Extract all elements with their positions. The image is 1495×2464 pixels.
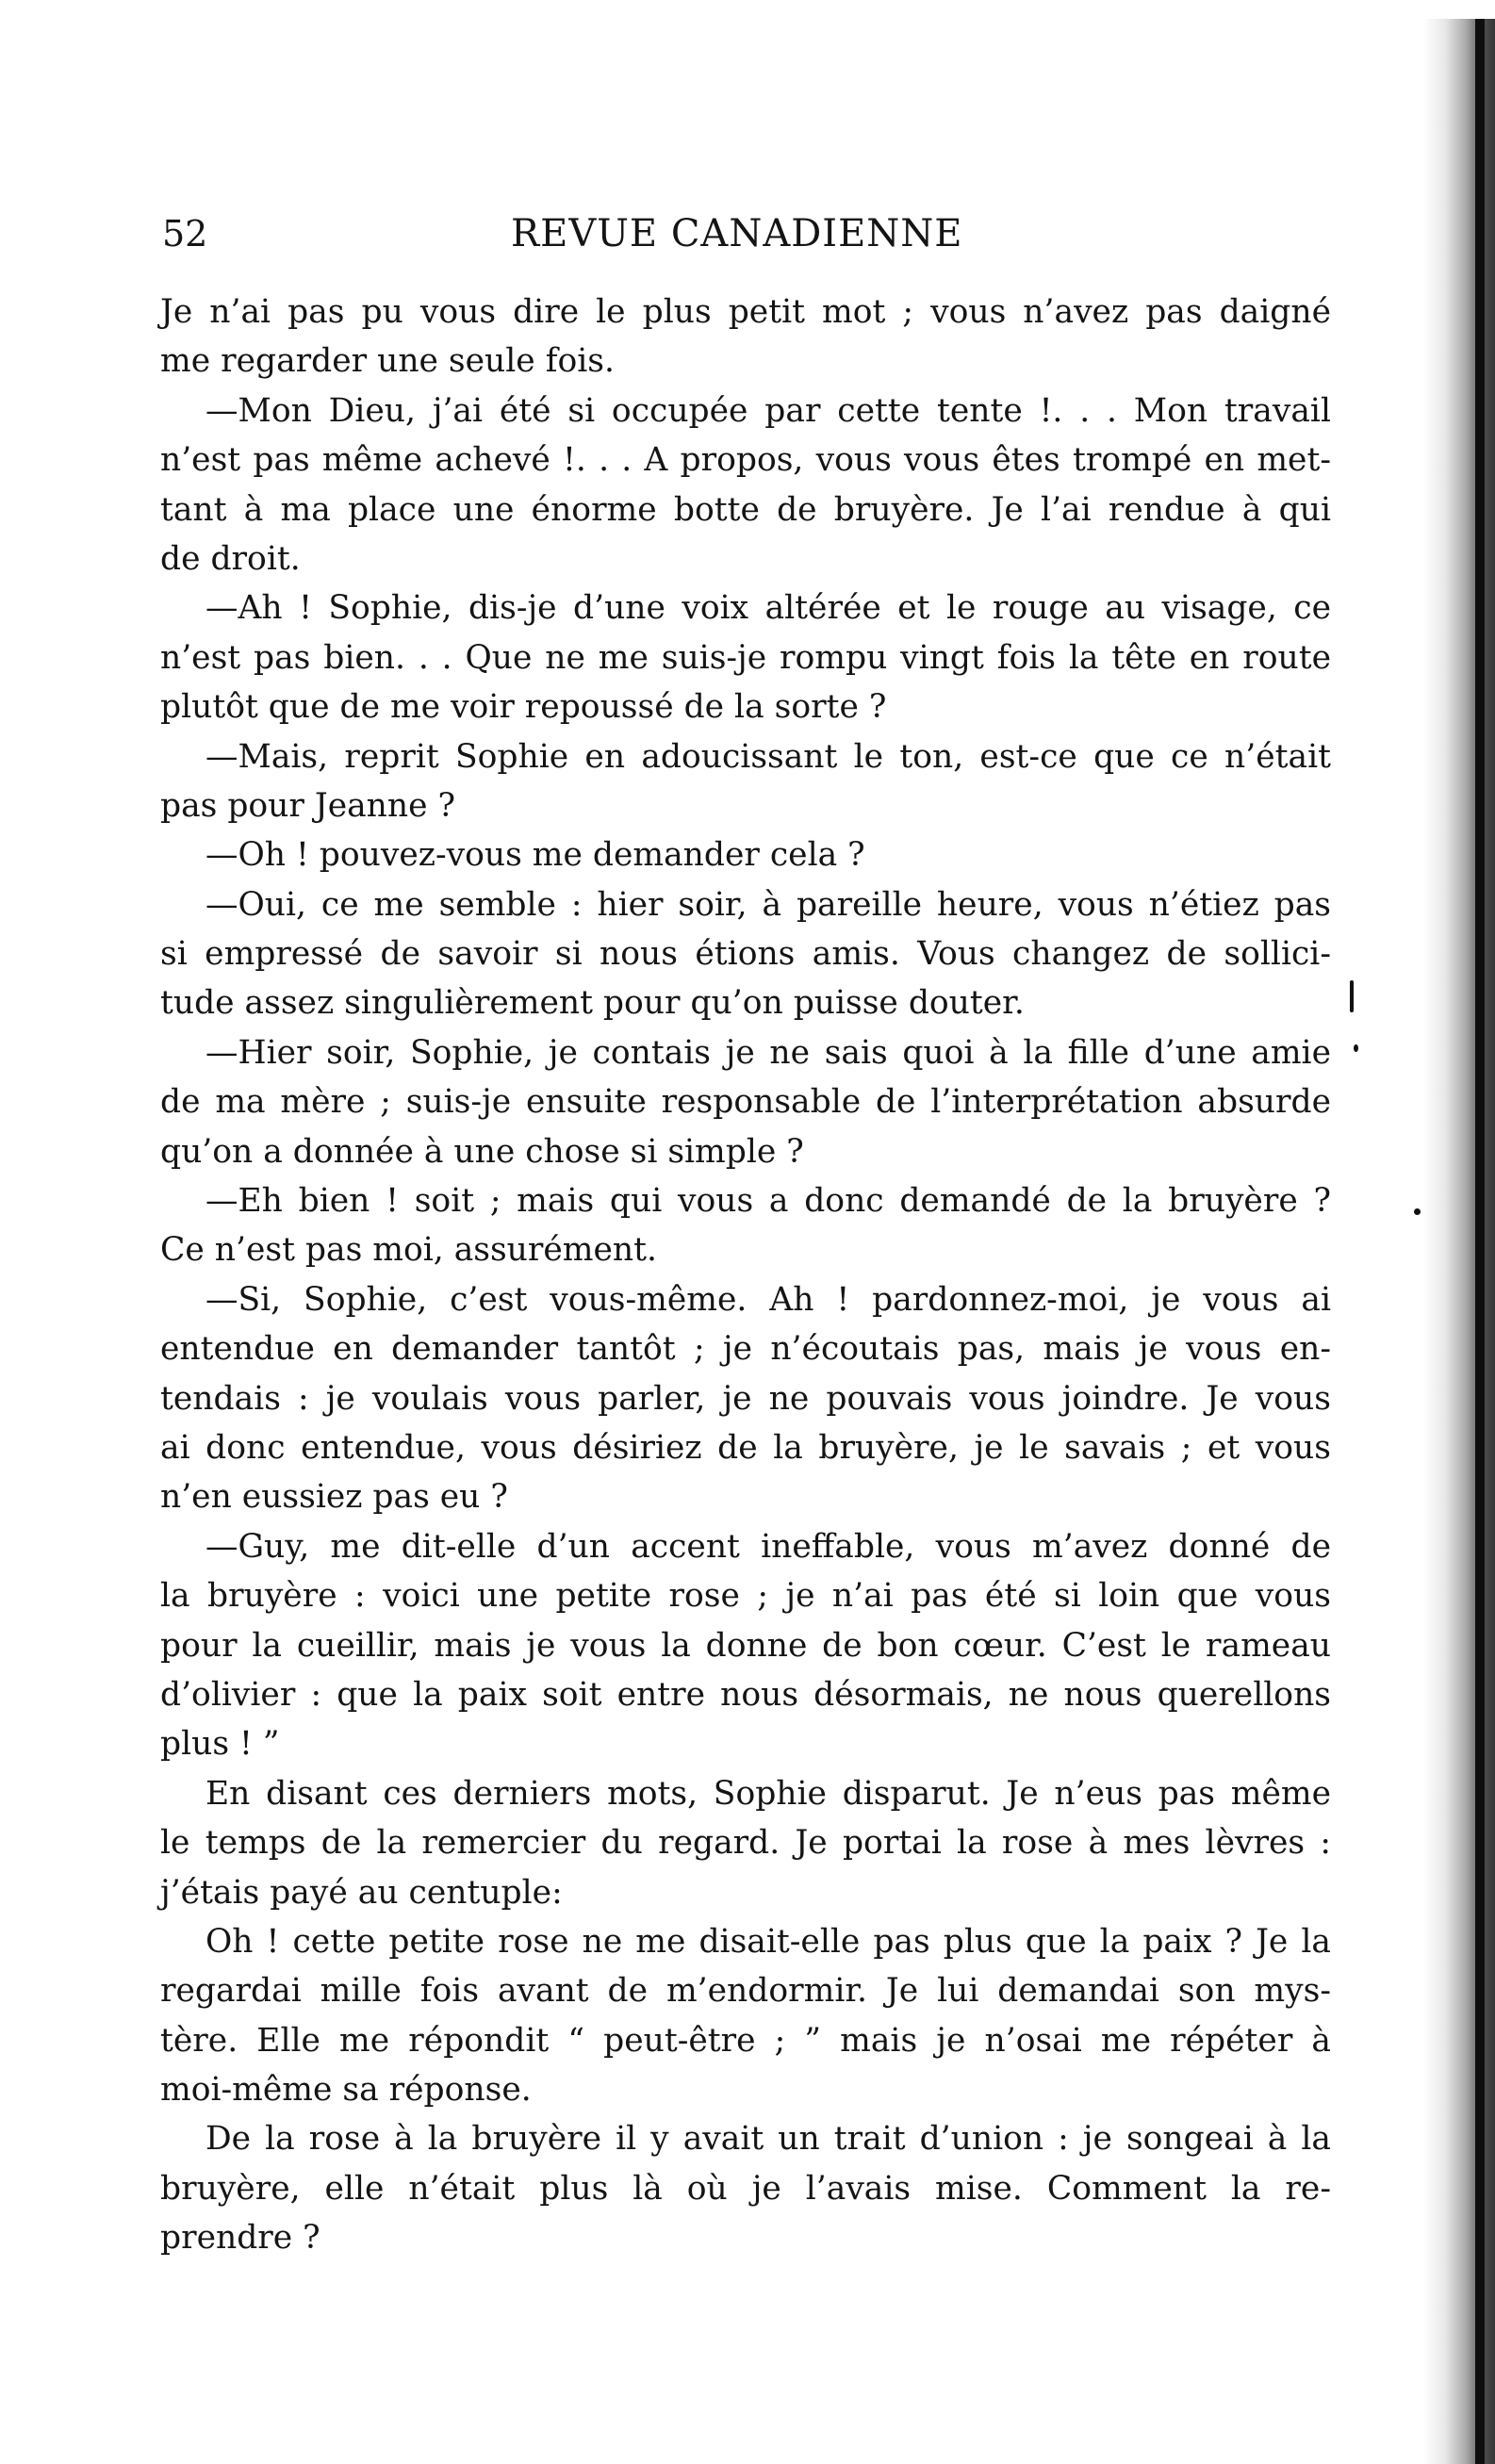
text-line: entendue en demander tantôt ; je n’écoutais pas, mais je vous en-: [160, 1330, 1331, 1369]
page-number: 52: [162, 213, 208, 255]
text-line: plutôt que de me voir repoussé de la sorte ?: [160, 688, 887, 727]
page-binding-edge: [1475, 19, 1485, 2464]
text-line: En disant ces derniers mots, Sophie disparut. Je n’eus pas même: [205, 1774, 1331, 1813]
text-line: —Si, Sophie, c’est vous-même. Ah ! pardonnez-moi, je vous ai: [205, 1280, 1331, 1319]
text-line: De la rose à la bruyère il y avait un trait d’union : je songeai à la: [205, 2120, 1331, 2159]
margin-speck: [1414, 1208, 1421, 1215]
margin-speck: [1354, 1044, 1358, 1052]
text-line: plus ! ”: [160, 1725, 280, 1764]
body-text: [160, 287, 1331, 2263]
text-line: regardai mille fois avant de m’endormir. Je lui demandai son mys-: [160, 1972, 1331, 2011]
text-line: —Ah ! Sophie, dis-je d’une voix altérée et le rouge au visage, ce: [205, 589, 1331, 628]
text-line: tant à ma place une énorme botte de bruyère. Je l’ai rendue à qui: [160, 490, 1331, 529]
text-line: tude assez singulièrement pour qu’on puisse douter.: [160, 984, 1025, 1023]
text-line: j’étais payé au centuple:: [160, 1873, 563, 1912]
running-head: REVUE CANADIENNE: [511, 212, 963, 255]
text-line: pour la cueillir, mais je vous la donne de bon cœur. C’est le rameau: [160, 1626, 1331, 1665]
text-line: la bruyère : voici une petite rose ; je n’ai pas été si loin que vous: [160, 1577, 1331, 1616]
text-line: n’en eussiez pas eu ?: [160, 1478, 508, 1517]
text-line: bruyère, elle n’était plus là où je l’avais mise. Comment la re-: [160, 2169, 1331, 2208]
text-line: ai donc entendue, vous désiriez de la bruyère, je le savais ; et vous: [160, 1428, 1331, 1467]
text-line: prendre ?: [160, 2219, 320, 2258]
text-line: Je n’ai pas pu vous dire le plus petit mot ; vous n’avez pas daigné: [160, 293, 1331, 331]
text-line: —Mon Dieu, j’ai été si occupée par cette tente !. . . Mon travail: [205, 391, 1331, 430]
text-line: d’olivier : que la paix soit entre nous désormais, ne nous querellons: [160, 1675, 1331, 1714]
text-line: n’est pas même achevé !. . . A propos, vous vous êtes trompé en met-: [160, 441, 1331, 480]
text-line: de ma mère ; suis-je ensuite responsable de l’interprétation absurde: [160, 1083, 1331, 1122]
text-line: tère. Elle me répondit “ peut-être ; ” mais je n’osai me répéter à: [160, 2021, 1331, 2060]
text-line: moi-même sa réponse.: [160, 2071, 532, 2110]
text-line: qu’on a donnée à une chose si simple ?: [160, 1132, 804, 1171]
text-line: de droit.: [160, 539, 301, 578]
text-line: —Eh bien ! soit ; mais qui vous a donc demandé de la bruyère ?: [205, 1182, 1331, 1221]
text-line: —Oh ! pouvez-vous me demander cela ?: [205, 836, 865, 875]
text-line: si empressé de savoir si nous étions amis. Vous changez de sollici-: [160, 935, 1331, 974]
text-line: tendais : je voulais vous parler, je ne pouvais vous joindre. Je vous: [160, 1379, 1331, 1418]
text-line: Ce n’est pas moi, assurément.: [160, 1231, 657, 1270]
text-line: pas pour Jeanne ?: [160, 786, 455, 825]
text-line: —Mais, reprit Sophie en adoucissant le ton, est-ce que ce n’était: [205, 737, 1331, 776]
page-header: [162, 205, 1331, 262]
text-line: —Hier soir, Sophie, je contais je ne sais quoi à la fille d’une amie: [205, 1033, 1331, 1072]
text-line: n’est pas bien. . . Que ne me suis-je rompu vingt fois la tête en route: [160, 638, 1331, 677]
text-line: Oh ! cette petite rose ne me disait-elle pas plus que la paix ? Je la: [205, 1922, 1331, 1961]
text-line: —Guy, me dit-elle d’un accent ineffable, vous m’avez donné de: [205, 1527, 1331, 1566]
margin-speck: [1350, 980, 1354, 1012]
text-line: —Oui, ce me semble : hier soir, à pareille heure, vous n’étiez pas: [205, 885, 1331, 924]
text-line: le temps de la remercier du regard. Je portai la rose à mes lèvres :: [160, 1824, 1331, 1863]
text-line: me regarder une seule fois.: [160, 342, 615, 381]
